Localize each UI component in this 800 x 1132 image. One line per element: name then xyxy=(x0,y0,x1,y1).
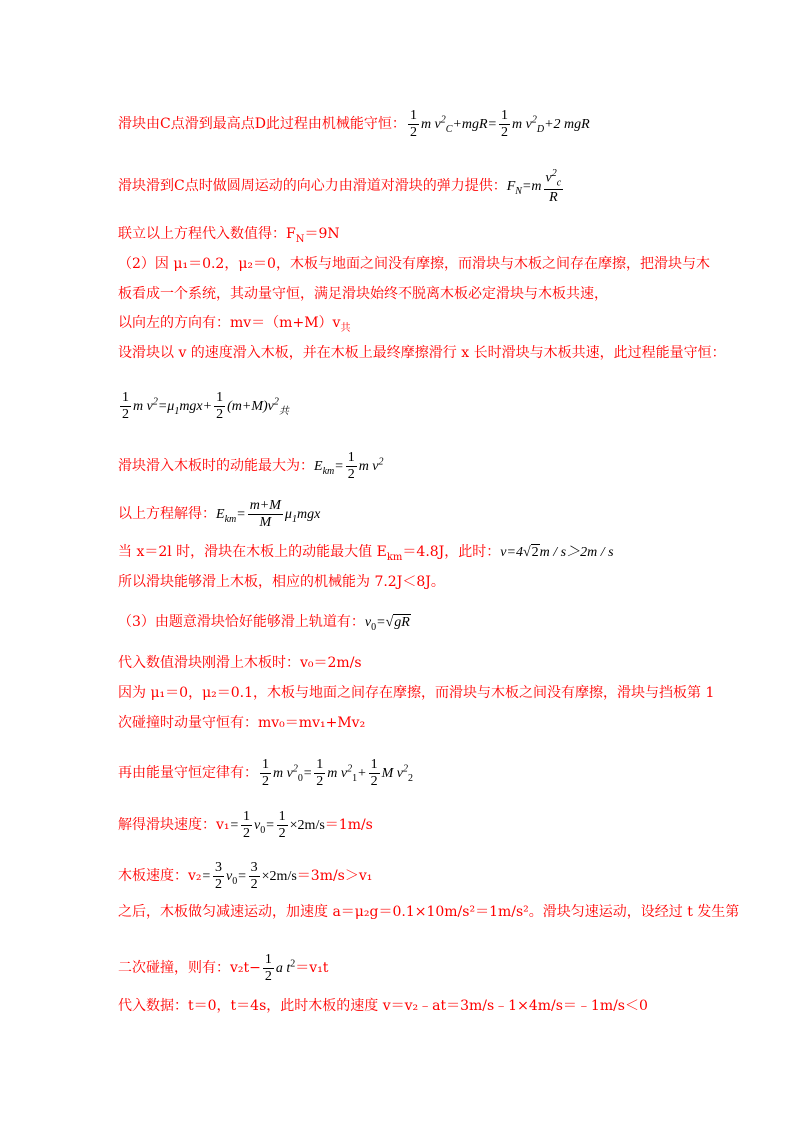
text-line-19-label: 木板速度：v₂ xyxy=(118,867,202,884)
text-line-3 xyxy=(118,227,340,245)
text-line-1 xyxy=(118,108,590,141)
formula-ekm-solved: $E_{km}=$ $\frac{m+M}{M}$ $\mu_1mgx$ xyxy=(216,498,321,531)
text-line-10-label: 以上方程解得： xyxy=(118,505,216,522)
text-line-3-value: ＝9N xyxy=(304,226,340,242)
formula-energy-cd: $\frac{1}{2}$ m $v^2_C+mgR=$ $\frac{1}{2}$ m $v^2_D+2$ mgR xyxy=(409,108,590,141)
formula-energy-friction: $\frac{1}{2}$ m $v^2=\mu_1mgx+$ $\frac{1}{2}$ $(m+M)v^2_共$ xyxy=(122,390,289,423)
text-line-9-label: 滑块滑入木板时的动能最大为： xyxy=(118,457,314,474)
text-line-21-value: ＝v₁t xyxy=(295,959,329,976)
text-line-4: （2）因 μ₁＝0.2，μ₂＝0，木板与地面之间没有摩擦，而滑块与木板之间存在摩擦，把滑块与木 xyxy=(118,256,710,272)
text-line-14: 代入数值滑块刚滑上木板时：v₀＝2m/s xyxy=(118,655,362,671)
formula-v1: = $\frac{1}{2}$ $v_0=$ $\frac{1}{2}$ ×2m/s xyxy=(229,809,325,842)
text-line-17-label: 再由能量守恒定律有： xyxy=(118,764,258,781)
text-line-11-value: ＝4.8J，此时： xyxy=(402,544,501,560)
text-line-21-label: 二次碰撞，则有：v₂t− xyxy=(118,959,261,976)
text-line-20: 之后，木板做匀减速运动，加速度 a＝μ₂g＝0.1×10m/s²＝1m/s²。滑块匀速运动，设经过 t 发生第 xyxy=(118,904,740,920)
formula-ekm: $E_{km}=$ $\frac{1}{2}$ m $v^2$ xyxy=(314,450,384,483)
text-line-7: 设滑块以 v 的速度滑入木板，并在木板上最终摩擦滑行 x 长时滑块与木板共速，此过程能量守恒： xyxy=(118,345,726,361)
text-line-12: 所以滑块能够滑上木板，相应的机械能为 7.2J＜8J。 xyxy=(118,574,445,590)
formula-displacement: $\frac{1}{2}$ a $t^2$ xyxy=(264,952,296,985)
text-line-18-value: ＝1m/s xyxy=(324,816,373,833)
text-line-22: 代入数据：t＝0，t＝4s，此时木板的速度 v＝v₂﹣at＝3m/s﹣1×4m/s＝﹣1m/s＜0 xyxy=(118,998,648,1014)
text-line-11-sub: km xyxy=(386,551,403,563)
text-line-6 xyxy=(118,316,350,334)
text-line-3-sub: N xyxy=(295,233,305,245)
text-line-19 xyxy=(118,860,372,893)
text-line-17 xyxy=(118,757,413,790)
text-line-19-value: ＝3m/s＞v₁ xyxy=(296,867,373,884)
text-line-11 xyxy=(118,545,614,563)
formula-energy-collision: $\frac{1}{2}$ m $v^2_0=$ $\frac{1}{2}$ m $v^2_1+$ $\frac{1}{2}$ M $v^2_2$ xyxy=(262,757,413,790)
text-line-16: 次碰撞时动量守恒有：mv₀＝mv₁+Mv₂ xyxy=(118,715,366,731)
text-line-6-sub: 共 xyxy=(340,322,351,334)
text-line-5: 板看成一个系统，其动量守恒，满足滑块始终不脱离木板必定滑块与木板共速， xyxy=(118,286,608,302)
text-line-18 xyxy=(118,809,373,842)
text-line-21 xyxy=(118,952,328,985)
text-line-18-label: 解得滑块速度：v₁ xyxy=(118,816,230,833)
text-line-3-label: 联立以上方程代入数值得：F xyxy=(118,226,296,242)
formula-velocity: v=4√2m / s＞2m / s xyxy=(500,545,614,560)
formula-v0: $v_0=√gR$ xyxy=(364,615,410,633)
text-line-13 xyxy=(118,615,411,633)
text-line-15: 因为 μ₁＝0，μ₂＝0.1，木板与地面之间存在摩擦，而滑块与木板之间没有摩擦，滑块与挡板第 1 xyxy=(118,685,715,701)
formula-normal-force: $F_N=m$ $\frac{v^2_c}{R}$ xyxy=(506,168,562,205)
text-line-9 xyxy=(118,450,384,483)
text-line-10 xyxy=(118,498,320,531)
formula-v2: = $\frac{3}{2}$ $v_0=$ $\frac{3}{2}$ ×2m/s xyxy=(201,860,297,893)
text-line-13-label: （3）由题意滑块恰好能够滑上轨道有： xyxy=(118,614,365,630)
text-line-11-label: 当 x＝2l 时，滑块在木板上的动能最大值 E xyxy=(118,544,387,560)
text-line-2 xyxy=(118,168,565,206)
text-line-1-label: 滑块由C点滑到最高点D此过程由机械能守恒： xyxy=(118,115,406,132)
text-line-2-label: 滑块滑到C点时做圆周运动的向心力由滑道对滑块的弹力提供： xyxy=(118,178,507,195)
text-line-6-label: 以向左的方向有：mv＝（m+M）v xyxy=(118,315,341,331)
